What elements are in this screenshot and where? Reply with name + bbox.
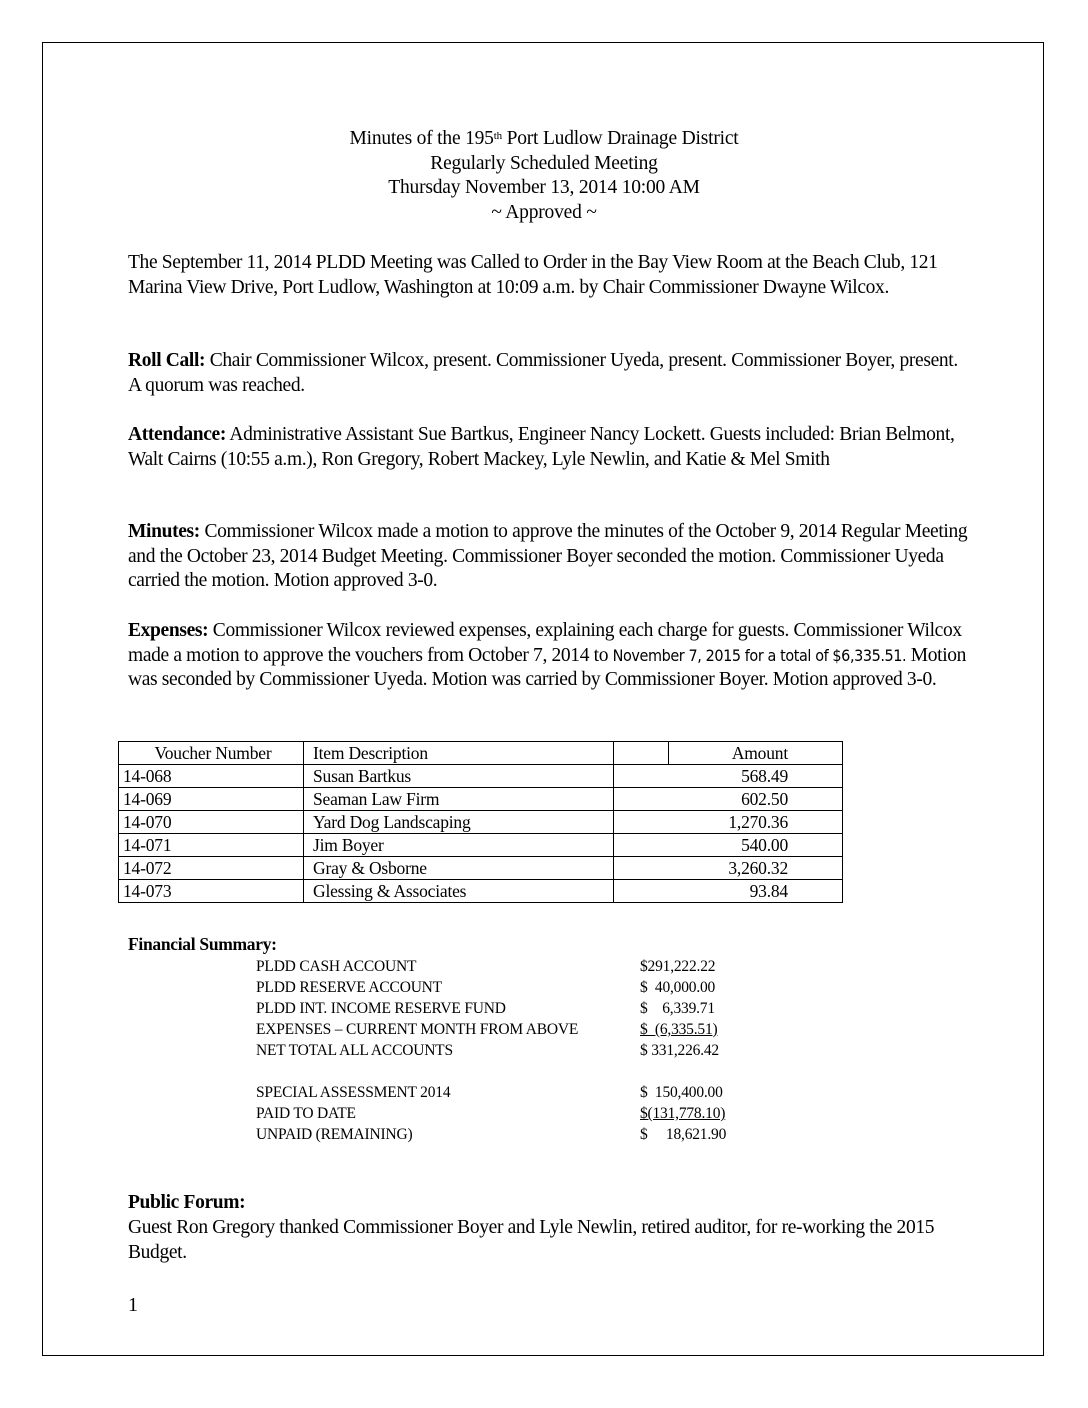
table-row: 14-069 Seaman Law Firm 602.50 <box>119 788 843 811</box>
table-row: 14-073 Glessing & Associates 93.84 <box>119 880 843 903</box>
document-title <box>0 127 1088 225</box>
table-row: 14-071 Jim Boyer 540.00 <box>119 834 843 857</box>
financial-row: SPECIAL ASSESSMENT 2014 $ 150,400.00 <box>256 1084 723 1101</box>
title-line-3: Thursday November 13, 2014 10:00 AM <box>388 177 700 198</box>
public-forum-paragraph: Guest Ron Gregory thanked Commissioner Boyer and Lyle Newlin, retired auditor, for re-working the 2015 Budget. <box>128 1217 935 1263</box>
financial-row: UNPAID (REMAINING) $ 18,621.90 <box>256 1126 727 1143</box>
roll-call-paragraph: Roll Call: Chair Commissioner Wilcox, present. Commissioner Uyeda, present. Commissioner Boyer, present. A quorum was reached. <box>128 350 958 396</box>
financial-row: NET TOTAL ALL ACCOUNTS $ 331,226.42 <box>256 1042 719 1059</box>
page-border <box>42 42 1044 1356</box>
financial-summary-title: Financial Summary: <box>128 934 277 954</box>
title-line-1: Minutes of the 195th Port Ludlow Drainage District <box>349 128 739 149</box>
header-item-description: Item Description <box>304 742 614 765</box>
expenses-label: Expenses: <box>128 620 209 641</box>
financial-row: PLDD RESERVE ACCOUNT $ 40,000.00 <box>256 979 716 996</box>
financial-row: PAID TO DATE $(131,778.10) <box>256 1105 726 1122</box>
minutes-label: Minutes: <box>128 521 200 542</box>
financial-row: PLDD CASH ACCOUNT $291,222.22 <box>256 958 716 975</box>
expenses-paragraph: Expenses: Commissioner Wilcox reviewed expenses, explaining each charge for guests. Commissioner Wilcox made a motion to approve the vouchers from October 7, 2014 to November 7, 2015 for a total of $6,335.51. Motion was seconded by Commissioner Uyeda. Motion was carried by Commissioner Boyer. Motion approved 3-0. <box>128 620 967 690</box>
voucher-table <box>118 741 843 903</box>
page-number: 1 <box>128 1294 138 1316</box>
financial-row: PLDD INT. INCOME RESERVE FUND $ 6,339.71 <box>256 1000 715 1017</box>
roll-call-label: Roll Call: <box>128 350 206 371</box>
attendance-label: Attendance: <box>128 424 226 445</box>
table-row: 14-072 Gray & Osborne 3,260.32 <box>119 857 843 880</box>
table-row: 14-070 Yard Dog Landscaping 1,270.36 <box>119 811 843 834</box>
table-row: 14-068 Susan Bartkus 568.49 <box>119 765 843 788</box>
header-amount: Amount <box>614 742 843 765</box>
approved-status: ~ Approved ~ <box>491 201 597 223</box>
public-forum-heading: Public Forum: <box>128 1192 246 1213</box>
call-to-order-paragraph: The September 11, 2014 PLDD Meeting was Called to Order in the Bay View Room at the Beach Club, 121 Marina View Drive, Port Ludlow, Washington at 10:09 a.m. by Chair Commissioner Dwayne Wilcox. <box>128 252 938 298</box>
attendance-paragraph: Attendance: Administrative Assistant Sue Bartkus, Engineer Nancy Lockett. Guests included: Brian Belmont, Walt Cairns (10:55 a.m.), Ron Gregory, Robert Mackey, Lyle Newlin, and Katie & Mel Smith <box>128 424 955 470</box>
table-header-row <box>119 742 843 765</box>
title-line-2: Regularly Scheduled Meeting <box>430 152 658 174</box>
financial-row: EXPENSES – CURRENT MONTH FROM ABOVE $ (6,335.51) <box>256 1021 718 1038</box>
minutes-paragraph: Minutes: Commissioner Wilcox made a motion to approve the minutes of the October 9, 2014 Regular Meeting and the October 23, 2014 Budget Meeting. Commissioner Boyer seconded the motion. Commissioner Uyeda carried the motion. Motion approved 3-0. <box>128 521 968 591</box>
header-voucher-number: Voucher Number <box>119 742 304 765</box>
